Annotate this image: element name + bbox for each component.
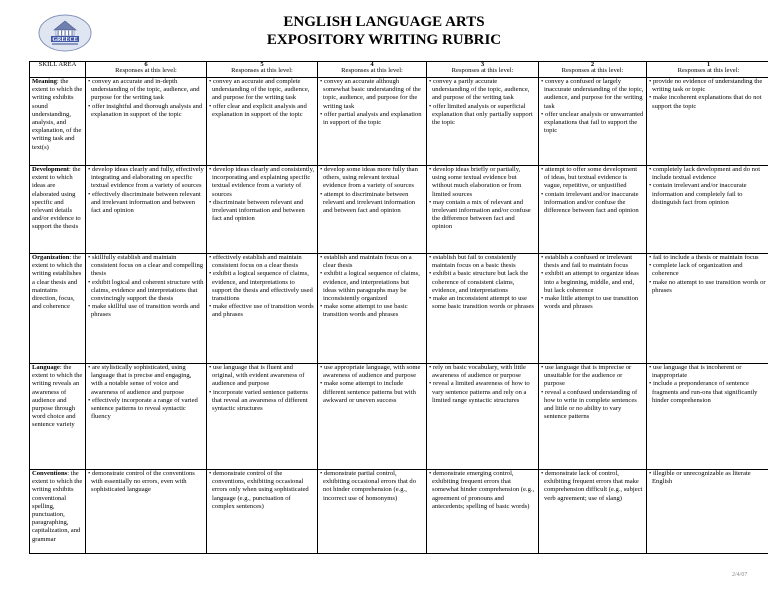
criteria-bullet: • are stylistically sophisticated, using language that is precise and engaging, with a notable sense of voice and awareness of audience and purpose — [88, 364, 192, 396]
score-4: 4 — [370, 61, 374, 68]
criteria-bullet: • develop some ideas more fully than others, using relevant textual evidence from a variety of sources — [320, 166, 418, 190]
criteria-cell-score-1 — [647, 78, 768, 166]
criteria-cell-score-5 — [207, 166, 318, 254]
skill-area-cell — [30, 470, 86, 554]
criteria-bullet: • convey a confused or largely inaccurate understanding of the topic, audience, and purpose for the writing task — [541, 78, 644, 110]
criteria-bullet: • develop ideas briefly or partially, using some textual evidence but without much elaboration or from limited sources — [429, 166, 522, 198]
criteria-cell-score-1 — [647, 254, 768, 364]
skill-area-description: : the extent to which the writing establishes a clear thesis and maintains direction, focus, and coherence — [32, 254, 83, 311]
criteria-bullet: • convey a partly accurate understanding of the topic, audience, and purpose of the writing task — [429, 78, 530, 102]
skill-area-description: : the extent to which the writing exhibits conventional spelling, punctuation, paragraphing, capitalization, and grammar — [32, 470, 83, 543]
criteria-bullet: • reveal a confused understanding of how to write in complete sentences and little or no ability to vary sentence patterns — [541, 388, 638, 421]
criteria-bullet: • demonstrate emerging control, exhibiting frequent errors that somewhat hinder comprehension (e.g., agreement of pronouns and antecedents; spelling of basic words) — [429, 470, 535, 510]
criteria-bullet: • offer partial analysis and explanation in support of the topic — [320, 110, 422, 127]
score-1: 1 — [706, 61, 711, 68]
criteria-cell-score-5 — [207, 78, 318, 166]
skill-area-name: Language — [32, 364, 60, 371]
criteria-bullet: • convey an accurate and in-depth understanding of the topic, audience, and purpose for the writing task — [88, 78, 200, 102]
criteria-bullet: • use appropriate language, with some awareness of audience and purpose — [320, 364, 421, 380]
criteria-cell-score-6 — [86, 470, 207, 554]
criteria-bullet: • incorporate varied sentence patterns that reveal an awareness of different syntactic structures — [209, 388, 308, 413]
criteria-bullet: • use language that is imprecise or unsuitable for the audience or purpose — [541, 364, 632, 388]
criteria-bullet: • provide no evidence of understanding the writing task or topic — [649, 78, 763, 94]
skill-area-cell — [30, 364, 86, 470]
criteria-cell-score-3 — [427, 166, 539, 254]
criteria-bullet: • exhibit an attempt to organize ideas into a beginning, middle, and end, but lack coherence — [541, 270, 639, 294]
page-footnote: 2/4/07 — [732, 572, 748, 578]
criteria-bullet: • exhibit logical and coherent structure with claims, evidence and interpretations that convincingly support the thesis — [88, 278, 204, 303]
criteria-bullet: • establish but fail to consistently maintain focus on a basic thesis — [429, 254, 517, 270]
criteria-bullet: • complete lack of organization and coherence — [649, 262, 743, 278]
criteria-bullet: • establish and maintain focus on a clear thesis — [320, 254, 412, 270]
criteria-bullet: • effectively incorporate a range of varied sentence patterns to reveal syntactic fluency — [88, 396, 198, 421]
criteria-cell-score-6 — [86, 254, 207, 364]
criteria-bullet: • demonstrate control of the conventions, exhibiting occasional errors only when using sophisticated language (e.g., punctuation of complex sentences) — [209, 470, 309, 510]
skill-area-cell — [30, 78, 86, 166]
criteria-bullet: • fail to include a thesis or maintain focus — [649, 254, 759, 261]
criteria-bullet: • convey an accurate and complete understanding of the topic, audience, and purpose for the writing task — [209, 78, 310, 102]
criteria-cell-score-1 — [647, 364, 768, 470]
score-2-label: Responses at this level: — [561, 67, 624, 75]
criteria-cell-score-4 — [318, 166, 427, 254]
criteria-bullet: • illegible or unrecognizable as literate English — [649, 470, 751, 486]
skill-area-cell — [30, 166, 86, 254]
skill-area-header: SKILL AREA — [30, 62, 86, 78]
rubric-row-conventions — [30, 470, 768, 554]
criteria-bullet: • develop ideas clearly and fully, effectively integrating and elaborating on specific textual evidence from a variety of sources — [88, 166, 204, 190]
criteria-cell-score-2 — [539, 166, 647, 254]
criteria-bullet: • contain irrelevant and/or inaccurate information and completely fail to distinguish fact from opinion — [649, 182, 747, 206]
criteria-bullet: • make incoherent explanations that do not support the topic — [649, 94, 762, 110]
score-3-label: Responses at this level: — [451, 67, 514, 75]
criteria-bullet: • offer limited analysis or superficial explanation that only partially support the topic — [429, 102, 533, 127]
criteria-bullet: • use language that is incoherent or inappropriate — [649, 364, 742, 380]
criteria-cell-score-3 — [427, 254, 539, 364]
score-header-3 — [427, 62, 539, 78]
skill-area-name: Meaning — [32, 78, 57, 85]
criteria-cell-score-3 — [427, 78, 539, 166]
score-header-1 — [647, 62, 768, 78]
criteria-bullet: • make skillful use of transition words and phrases — [88, 303, 200, 319]
criteria-bullet: • discriminate between relevant and irrelevant information and between fact and opinion — [209, 198, 305, 223]
criteria-cell-score-5 — [207, 254, 318, 364]
skill-area-name: Conventions — [32, 470, 68, 477]
score-header-6 — [86, 62, 207, 78]
rubric-row-organization — [30, 254, 768, 364]
criteria-bullet: • exhibit a basic structure but lack the coherence of consistent claims, evidence, and interpretations — [429, 270, 529, 294]
rubric-row-language — [30, 364, 768, 470]
criteria-bullet: • demonstrate partial control, exhibiting occasional errors that do not hinder comprehension (e.g., incorrect use of homonyms) — [320, 470, 417, 502]
score-2: 2 — [590, 61, 595, 68]
criteria-bullet: • make some attempt to include different sentence patterns but with awkward or uneven success — [320, 380, 416, 404]
criteria-cell-score-6 — [86, 78, 207, 166]
criteria-bullet: • effectively discriminate between relevant and irrelevant information and between fact and opinion — [88, 190, 201, 215]
criteria-bullet: • offer insightful and thorough analysis and explanation in support of the topic — [88, 102, 203, 118]
skill-area-description: : the extent to which the writing reveals an awareness of audience and purpose through word choice and sentence variety — [32, 364, 83, 429]
criteria-bullet: • effectively establish and maintain consistent focus on a clear thesis — [209, 254, 302, 270]
criteria-bullet: • attempt to offer some development of ideas, but textual evidence is vague, repetitive, or unjustified — [541, 166, 638, 190]
skill-area-description: : the extent to which ideas are elaborated using specific and relevant details and/or evidence to support the thesis — [32, 166, 81, 231]
criteria-cell-score-3 — [427, 364, 539, 470]
rubric-table — [29, 61, 768, 554]
criteria-bullet: • skillfully establish and maintain consistent focus on a clear and compelling thesis — [88, 254, 204, 278]
criteria-bullet: • rely on basic vocabulary, with little awareness of audience or purpose — [429, 364, 526, 380]
criteria-bullet: • use language that is fluent and original, with evident awareness of audience and purpose — [209, 364, 305, 388]
skill-area-name: Organization — [32, 254, 70, 261]
criteria-cell-score-2 — [539, 254, 647, 364]
criteria-bullet: • reveal a limited awareness of how to vary sentence patterns and rely on a limited range syntactic structures — [429, 380, 530, 404]
criteria-cell-score-2 — [539, 364, 647, 470]
criteria-cell-score-3 — [427, 470, 539, 554]
criteria-cell-score-4 — [318, 364, 427, 470]
rubric-title-line-2: EXPOSITORY WRITING RUBRIC — [266, 32, 502, 48]
criteria-bullet: • establish a confused or irrelevant thesis and fail to maintain focus — [541, 254, 633, 270]
score-5: 5 — [260, 61, 264, 68]
score-header-5 — [207, 62, 318, 78]
score-header-2 — [539, 62, 647, 78]
criteria-cell-score-1 — [647, 470, 768, 554]
criteria-bullet: • exhibit a logical sequence of claims, evidence, and interpretations but ideas within paragraphs may be inconsistently organized — [320, 270, 420, 303]
rubric-body — [30, 78, 768, 554]
criteria-cell-score-5 — [207, 470, 318, 554]
criteria-cell-score-4 — [318, 254, 427, 364]
criteria-cell-score-4 — [318, 470, 427, 554]
criteria-cell-score-5 — [207, 364, 318, 470]
criteria-bullet: • offer unclear analysis or unwarranted explanations that fail to support the topic — [541, 110, 644, 135]
criteria-cell-score-2 — [539, 470, 647, 554]
rubric-header-row — [30, 62, 768, 78]
skill-area-name: Development — [32, 166, 69, 173]
skill-area-description: : the extent to which the writing exhibits sound understanding, analysis, and explanation, of the writing task and text(s) — [32, 78, 83, 151]
logo-wordmark: GREECE — [52, 37, 78, 43]
criteria-cell-score-1 — [647, 166, 768, 254]
criteria-bullet: • develop ideas clearly and consistently, incorporating and explaining specific textual evidence from a variety of sources — [209, 166, 315, 198]
score-header-4 — [318, 62, 427, 78]
criteria-bullet: • contain irrelevant and/or inaccurate information and/or confuse the difference between fact and opinion — [541, 190, 639, 215]
criteria-cell-score-6 — [86, 364, 207, 470]
criteria-bullet: • demonstrate lack of control, exhibiting frequent errors that make comprehension difficult (e.g., subject verb agreement; use of slang) — [541, 470, 643, 502]
score-4-label: Responses at this level: — [341, 67, 403, 75]
criteria-bullet: • include a preponderance of sentence fragments and run-ons that significantly hinder comprehension — [649, 380, 758, 404]
criteria-bullet: • demonstrate control of the conventions with essentially no errors, even with sophisticated language — [88, 470, 195, 494]
criteria-bullet: • make little attempt to use transition words and phrases — [541, 295, 639, 311]
criteria-bullet: • make no attempt to use transition words or phrases — [649, 278, 766, 294]
criteria-bullet: • offer clear and explicit analysis and explanation in support of the topic — [209, 102, 307, 118]
criteria-bullet: • make effective use of transition words and phrases — [209, 303, 314, 319]
score-6-label: Responses at this level: — [115, 67, 177, 75]
criteria-bullet: • make some attempt to use basic transition words and phrases — [320, 303, 408, 319]
criteria-cell-score-6 — [86, 166, 207, 254]
criteria-cell-score-4 — [318, 78, 427, 166]
criteria-bullet: • attempt to discriminate between relevant and irrelevant information and between fact and opinion — [320, 190, 416, 215]
score-1-label: Responses at this level: — [677, 67, 740, 75]
rubric-row-development — [30, 166, 768, 254]
criteria-cell-score-2 — [539, 78, 647, 166]
score-3: 3 — [480, 61, 485, 68]
criteria-bullet: • make an inconsistent attempt to use some basic transition words or phrases — [429, 295, 535, 311]
criteria-bullet: • convey an accurate although somewhat basic understanding of the topic, audience, and purpose for the writing task — [320, 78, 421, 110]
rubric-title-line-1: ENGLISH LANGUAGE ARTS — [283, 14, 485, 30]
skill-area-cell — [30, 254, 86, 364]
rubric-row-meaning — [30, 78, 768, 166]
criteria-bullet: • completely lack development and do not include textual evidence — [649, 166, 761, 182]
criteria-bullet: • exhibit a logical sequence of claims, evidence, and interpretations to support the thesis and effectively used transitions — [209, 270, 313, 303]
score-5-label: Responses at this level: — [231, 67, 293, 75]
score-6: 6 — [144, 61, 148, 68]
criteria-bullet: • may contain a mix of relevant and irrelevant information and/or confuse the difference between fact and opinion — [429, 198, 531, 231]
